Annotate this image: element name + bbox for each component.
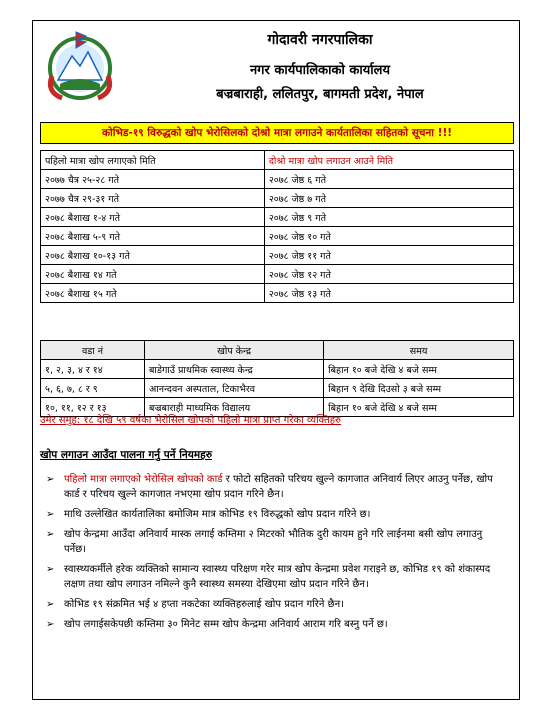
list-item bbox=[40, 597, 500, 612]
second-dose-date: २०७८ जेष्ठ १२ गते bbox=[264, 265, 513, 284]
age-group-note: उमेर समुह: १८ देखि ५९ वर्षका भेरोसिल खोपको पहिलो मात्रा प्राप्त गरेका व्यक्तिहरु bbox=[40, 415, 342, 426]
ward-numbers: १०, ११, १२ र १३ bbox=[41, 398, 145, 417]
rule-text: खोप लगाईसकेपछी कम्तिमा ३० मिनेट सम्म खोप केन्द्रमा अनिवार्य आराम गरि बस्नु पर्ने छ। bbox=[64, 619, 388, 630]
arrow-bullet-icon: ➢ bbox=[46, 599, 55, 610]
vaccination-center: बाडेगाउँ प्राथमिक स्वास्थ्य केन्द्र bbox=[145, 360, 324, 379]
table-header-row bbox=[41, 341, 514, 360]
second-dose-date: २०७८ जेष्ठ ९ गते bbox=[264, 208, 513, 227]
table-row bbox=[41, 189, 514, 208]
rule-text: खोप केन्द्रमा आउँदा अनिवार्य मास्क लगाई कम्तिमा २ मिटरको भौतिक दुरी कायम हुने गरि लाईनमा बसी खोप लगाउनु पर्नेछ। bbox=[64, 529, 483, 555]
column-header: समय bbox=[324, 341, 514, 360]
column-header: पहिलो मात्रा खोप लगाएको मिति bbox=[41, 151, 265, 170]
notice-part-1: कोभिड-१९ विरुद्धको खोप भेरोसिलको bbox=[101, 127, 252, 139]
rule-emphasis: पहिलो मात्रा लगाएको भेरोसिल खोपको कार्ड bbox=[64, 474, 223, 485]
column-header: दोश्रो मात्रा खोप लगाउन आउने मिति bbox=[264, 151, 513, 170]
table-header-row bbox=[41, 151, 514, 170]
table-row bbox=[41, 265, 514, 284]
municipality-name: गोदावरी नगरपालिका bbox=[267, 32, 373, 48]
first-dose-date: २०७८ बैशाख १-४ गते bbox=[41, 208, 265, 227]
arrow-bullet-icon: ➢ bbox=[46, 529, 55, 540]
table-row bbox=[41, 170, 514, 189]
vaccination-center: आनन्दवन अस्पताल, टिकाभैरव bbox=[145, 379, 324, 398]
rules-title: खोप लगाउन आउँदा पालना गर्नु पर्ने नियमहरु bbox=[40, 449, 212, 461]
time-slot: बिहान १० बजे देखि ४ बजे सम्म bbox=[324, 398, 514, 417]
rule-text: माथि उल्लेखित कार्यतालिका बमोजिम मात्र कोभिड १९ विरुद्धको खोप प्रदान गरिने छ। bbox=[64, 509, 371, 520]
list-item bbox=[40, 507, 500, 522]
table-row bbox=[41, 246, 514, 265]
table-row bbox=[41, 379, 514, 398]
table-row bbox=[41, 208, 514, 227]
table-row bbox=[41, 360, 514, 379]
time-slot: बिहान १० बजे देखि ४ बजे सम्म bbox=[324, 360, 514, 379]
centers-table bbox=[40, 340, 514, 417]
office-address: बज्रबाराही, ललितपुर, बागमती प्रदेश, नेपाल bbox=[216, 87, 424, 102]
schedule-table bbox=[40, 150, 514, 303]
arrow-bullet-icon: ➢ bbox=[46, 509, 55, 520]
table-row bbox=[41, 284, 514, 303]
first-dose-date: २०७८ बैशाख १५ गते bbox=[41, 284, 265, 303]
list-item bbox=[40, 527, 500, 557]
table-row bbox=[41, 227, 514, 246]
arrow-bullet-icon: ➢ bbox=[46, 564, 55, 575]
first-dose-date: २०७७ चैत्र २५-२८ गते bbox=[41, 170, 265, 189]
second-dose-date: २०७८ जेष्ठ ७ गते bbox=[264, 189, 513, 208]
second-dose-date: २०७८ जेष्ठ ११ गते bbox=[264, 246, 513, 265]
list-item bbox=[40, 617, 500, 632]
first-dose-date: २०७७ चैत्र २९-३१ गते bbox=[41, 189, 265, 208]
list-item bbox=[40, 562, 500, 592]
first-dose-date: २०७८ बैशाख १४ गते bbox=[41, 265, 265, 284]
second-dose-date: २०७८ जेष्ठ १० गते bbox=[264, 227, 513, 246]
rules-list bbox=[40, 472, 500, 637]
column-header: खोप केन्द्र bbox=[145, 341, 324, 360]
first-dose-date: २०७८ बैशाख ५-९ गते bbox=[41, 227, 265, 246]
rule-text: र फोटो सहितको परिचय खुल्ने कागजात अनिवार्य लिएर आउनु पर्नेछ, खोप कार्ड र परिचय खुल्ने कागजात नभएमा खोप प्रदान गरिने छैन। bbox=[64, 474, 493, 500]
second-dose-date: २०७८ जेष्ठ ६ गते bbox=[264, 170, 513, 189]
list-item bbox=[40, 472, 500, 502]
rule-text: स्वास्थ्यकर्मीले हरेक व्यक्तिको सामान्य स्वास्थ्य परिक्षण गरेर मात्र खोप केन्द्रमा प्रवेश गराइने छ, कोभिड १९ को शंकास्पद लक्षण तथा खोप लगाउन नमिल्ने कुनै स्वास्थ्य समस्या देखिएमा खोप प्रदान गरिने छैन। bbox=[64, 564, 491, 590]
ward-numbers: १, २, ३, ४ र १४ bbox=[41, 360, 145, 379]
arrow-bullet-icon: ➢ bbox=[46, 474, 55, 485]
first-dose-date: २०७८ बैशाख १०-१३ गते bbox=[41, 246, 265, 265]
rule-text: कोभिड १९ संक्रमित भई ४ हप्ता नकटेका व्यक्तिहरुलाई खोप प्रदान गरिने छैन। bbox=[64, 599, 344, 610]
ward-numbers: ५, ६, ७, ८ र ९ bbox=[41, 379, 145, 398]
nepal-emblem-icon bbox=[40, 26, 120, 106]
time-slot: बिहान ९ देखि दिउसो ३ बजे सम्म bbox=[324, 379, 514, 398]
arrow-bullet-icon: ➢ bbox=[46, 619, 55, 630]
second-dose-date: २०७८ जेष्ठ १३ गते bbox=[264, 284, 513, 303]
office-name: नगर कार्यपालिकाको कार्यालय bbox=[249, 63, 391, 78]
vaccination-center: बज्रबाराही माध्यमिक विद्यालय bbox=[145, 398, 324, 417]
notice-highlight: दोश्रो मात्रा bbox=[251, 127, 292, 139]
notice-banner bbox=[40, 122, 514, 144]
column-header: वडा नं bbox=[41, 341, 145, 360]
notice-part-3: लगाउने कार्यतालिका सहितको सूचना !!! bbox=[291, 127, 453, 139]
